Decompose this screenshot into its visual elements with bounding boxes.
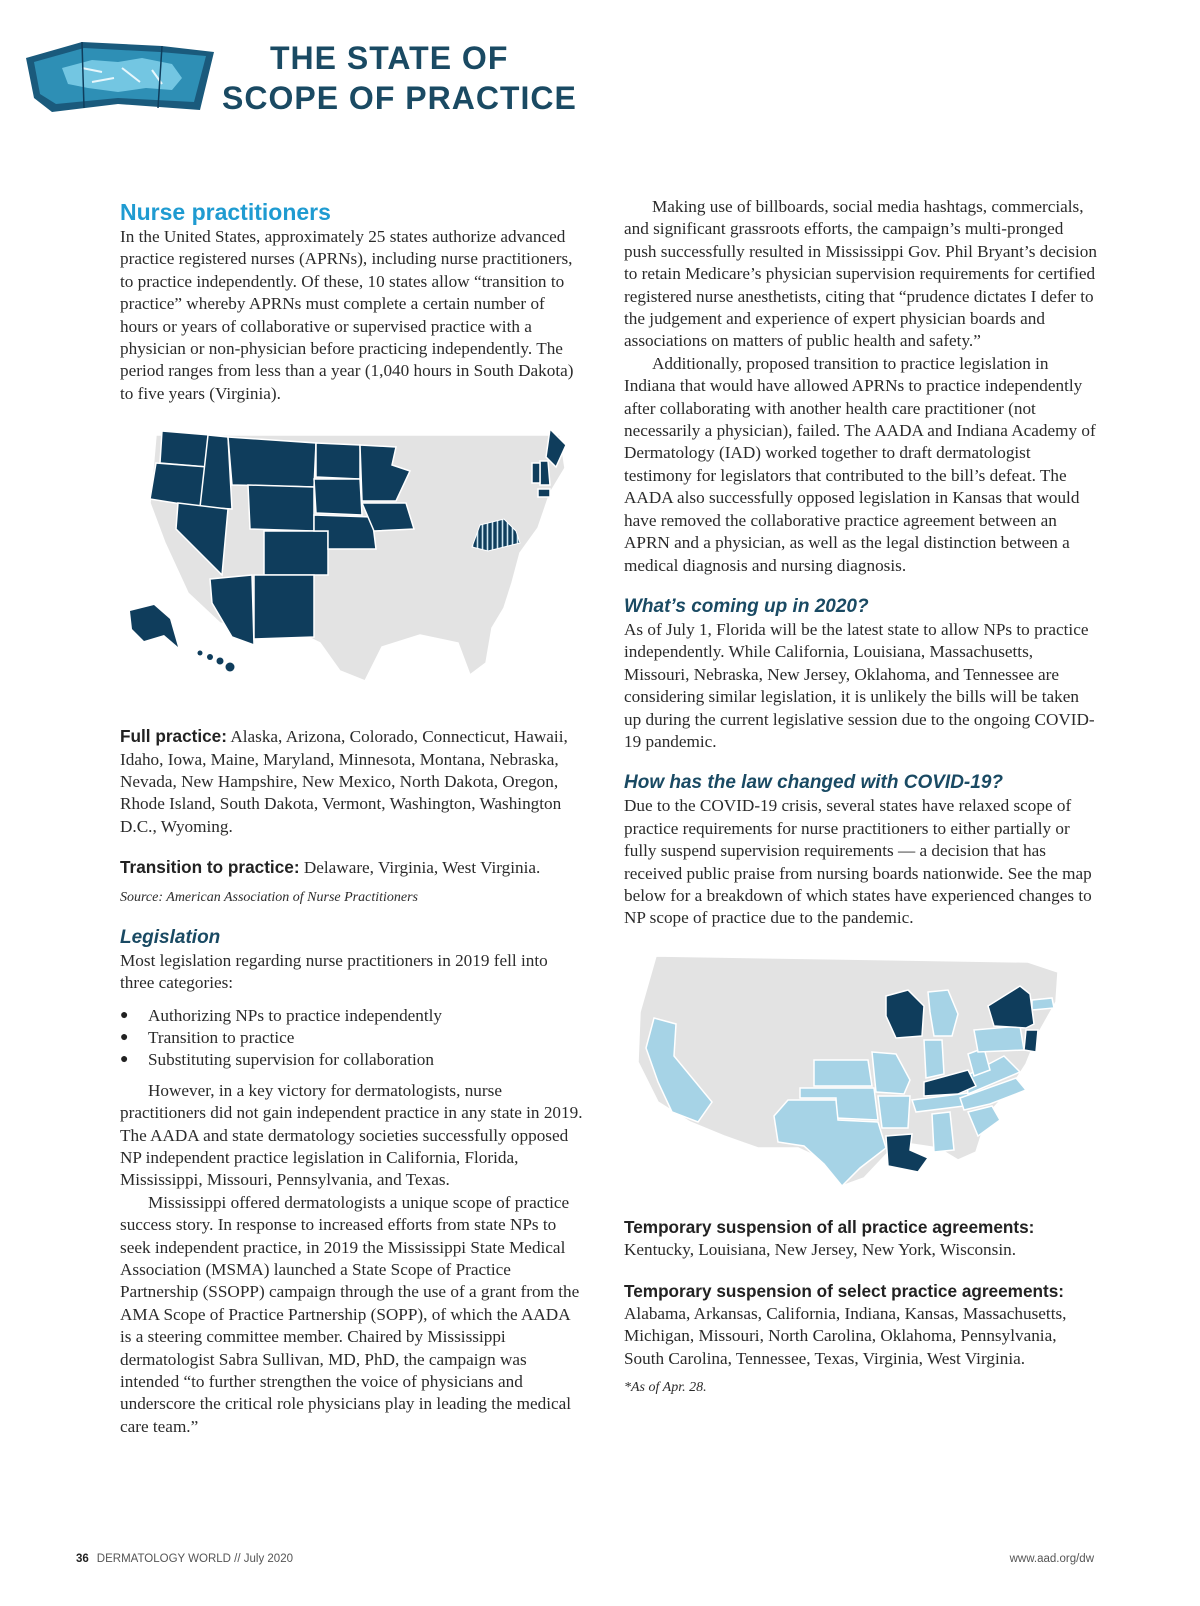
select-suspension-states: Alabama, Arkansas, California, Indiana, Kansas, Massachusetts, Michigan, Missouri, North Carolina, Oklahoma, Pennsylvania, South Carolina, Tennessee, Texas, Virginia, West Virginia. [624, 1304, 1067, 1368]
nurse-intro-paragraph: In the United States, approximately 25 states authorize advanced practice registered nurses (APRNs), including nurse practitioners, to practice independently. Of these, 10 states allow “transition to practice” whereby APRNs must complete a certain number of hours or years of collaborative or supervised practice with a physician or non-physician before practicing independently. The period ranges from less than a year (1,040 hours in South Dakota) to five years (Virginia). [120, 227, 574, 403]
covid-paragraph: Due to the COVID-19 crisis, several states have relaxed scope of practice requirements for nurse practitioners to either partially or fully suspend supervision requirements — a decision that has received public praise from nursing boards nationwide. See the map below for a breakdown of which states have experienced changes to NP scope of practice due to the pandemic. [624, 796, 1092, 928]
source-note: Source: American Association of Nurse Practitioners [120, 889, 418, 905]
page-number: 36 [76, 1553, 89, 1565]
usa-map-icon [22, 38, 218, 114]
covid-heading: How has the law changed with COVID-19? [624, 772, 1003, 794]
map-state-arizona [210, 575, 254, 645]
left-column [120, 198, 585, 1438]
publication-name: DERMATOLOGY WORLD // July 2020 [96, 1553, 293, 1565]
map-state-new-hampshire [540, 461, 550, 485]
legislation-heading: Legislation [120, 926, 221, 948]
map-state-alabama [932, 1112, 954, 1152]
all-suspension-paragraph [624, 1216, 1100, 1262]
map-state-hawaii [198, 651, 235, 672]
all-suspension-label: Temporary suspension of all practice agreements: [624, 1216, 1035, 1237]
full-practice-map [120, 423, 585, 688]
full-practice-states: Alaska, Arizona, Colorado, Connecticut, Hawaii, Idaho, Iowa, Maine, Maryland, Minnesota, Montana, Nebraska, Nevada, New Hampshire, New Mexico, North Dakota, Oregon, Rhode Island, South Dakota, Vermont, Washington, Washington D.C., Wyoming. [120, 727, 568, 836]
indiana-paragraph: Additionally, proposed transition to practice legislation in Indiana that would have allowed APRNs to practice independently after collaborating with another health care practitioner (not necessarily a physician), failed. The AADA and Indiana Academy of Dermatology (IAD) worked together to draft dermatologist testimony for legislators that contributed to the bill’s defeat. The AADA also successfully opposed legislation in Kansas that would have removed the collaborative practice agreement between an APRN and a physician, as well as the legal distinction between a medical diagnosis and nursing diagnosis. [624, 353, 1096, 575]
map-state-massachusetts [1032, 998, 1054, 1010]
all-suspension-states: Kentucky, Louisiana, New Jersey, New York, Wisconsin. [624, 1240, 1017, 1260]
map-state-north-dakota [316, 443, 360, 479]
list-item: ● Substituting supervision for collaboration [120, 1049, 585, 1071]
map-state-south-dakota [314, 479, 362, 515]
campaign-paragraph: Making use of billboards, social media hashtags, commercials, and significant grassroots efforts, the campaign’s multi-pronged push successfully resulted in Mississippi Gov. Phil Bryant’s decision to retain Medicare’s physician supervision requirements for certified registered nurse anesthetists, citing that “prudence dictates I defer to the judgement and experience of expert physician boards and associations on matters of public health and safety.” [624, 197, 1097, 351]
footer-url[interactable]: www.aad.org/dw [1009, 1553, 1094, 1565]
select-suspension-paragraph [624, 1280, 1100, 1371]
page-title [222, 38, 577, 118]
map-state-arkansas [878, 1096, 910, 1128]
list-item: ● Transition to practice [120, 1027, 585, 1049]
map-state-alaska [130, 605, 178, 647]
title-line-1: THE STATE OF [270, 40, 509, 76]
map-state-washington [160, 431, 210, 467]
legislation-paragraph-2: Mississippi offered dermatologists a unique scope of practice success story. In response to increased efforts from state NPs to seek independent practice, in 2019 the Mississippi State Medical Association (MSMA) launched a State Scope of Practice Partnership (SSOPP) campaign through the use of a grant from the AMA Scope of Practice Partnership (SOPP), of which the AADA is a steering committee member. Chaired by Mississippi dermatologist Sabra Sullivan, MD, PhD, the campaign was intended “to further strengthen the voice of physicians and underscore the critical role physicians play in leading the medical care team.” [120, 1192, 580, 1436]
covid-suspension-map [628, 952, 1068, 1202]
map-state-vermont [532, 463, 540, 483]
full-practice-label: Full practice: [120, 726, 227, 747]
map-state-connecticut [538, 489, 550, 497]
legislation-bullet-list [120, 1005, 585, 1072]
map-state-indiana [924, 1040, 944, 1078]
map-state-oregon [150, 463, 208, 507]
coming-up-2020-paragraph: As of July 1, Florida will be the latest state to allow NPs to practice independently. While California, Louisiana, Massachusetts, Missouri, Nebraska, New Jersey, Oklahoma, and Tennessee are considering similar legislation, it is unlikely the bills will be taken up during the current legislative session due to the ongoing COVID-19 pandemic. [624, 619, 1095, 751]
coming-up-2020-heading: What’s coming up in 2020? [624, 595, 869, 617]
nurse-practitioners-heading: Nurse practitioners [120, 199, 331, 225]
list-item: ● Authorizing NPs to practice independently [120, 1005, 585, 1027]
transition-label: Transition to practice: [120, 857, 300, 878]
map-state-kansas [814, 1060, 872, 1086]
legislation-intro: Most legislation regarding nurse practitioners in 2019 fell into three categories: [120, 950, 548, 993]
title-line-2: SCOPE OF PRACTICE [222, 80, 577, 116]
legislation-paragraph-1: However, in a key victory for dermatologists, nurse practitioners did not gain independent practice in any state in 2019. The AADA and state dermatology societies successfully opposed NP independent practice legislation in California, Florida, Mississippi, Missouri, Pennsylvania, and Texas. [120, 1080, 583, 1190]
as-of-note: *As of Apr. 28. [624, 1380, 707, 1396]
select-suspension-label: Temporary suspension of select practice agreements: [624, 1280, 1065, 1301]
map-state-pennsylvania [974, 1026, 1024, 1052]
map-state-wyoming [248, 485, 314, 531]
transition-paragraph [120, 856, 585, 879]
map-state-colorado [264, 531, 328, 575]
full-practice-paragraph [120, 725, 585, 838]
transition-states: Delaware, Virginia, West Virginia. [303, 858, 541, 878]
map-state-new-jersey [1024, 1030, 1038, 1052]
footer-left [76, 1553, 293, 1565]
right-column [624, 196, 1100, 1398]
map-state-new-mexico [254, 575, 314, 639]
map-state-montana [228, 437, 316, 487]
